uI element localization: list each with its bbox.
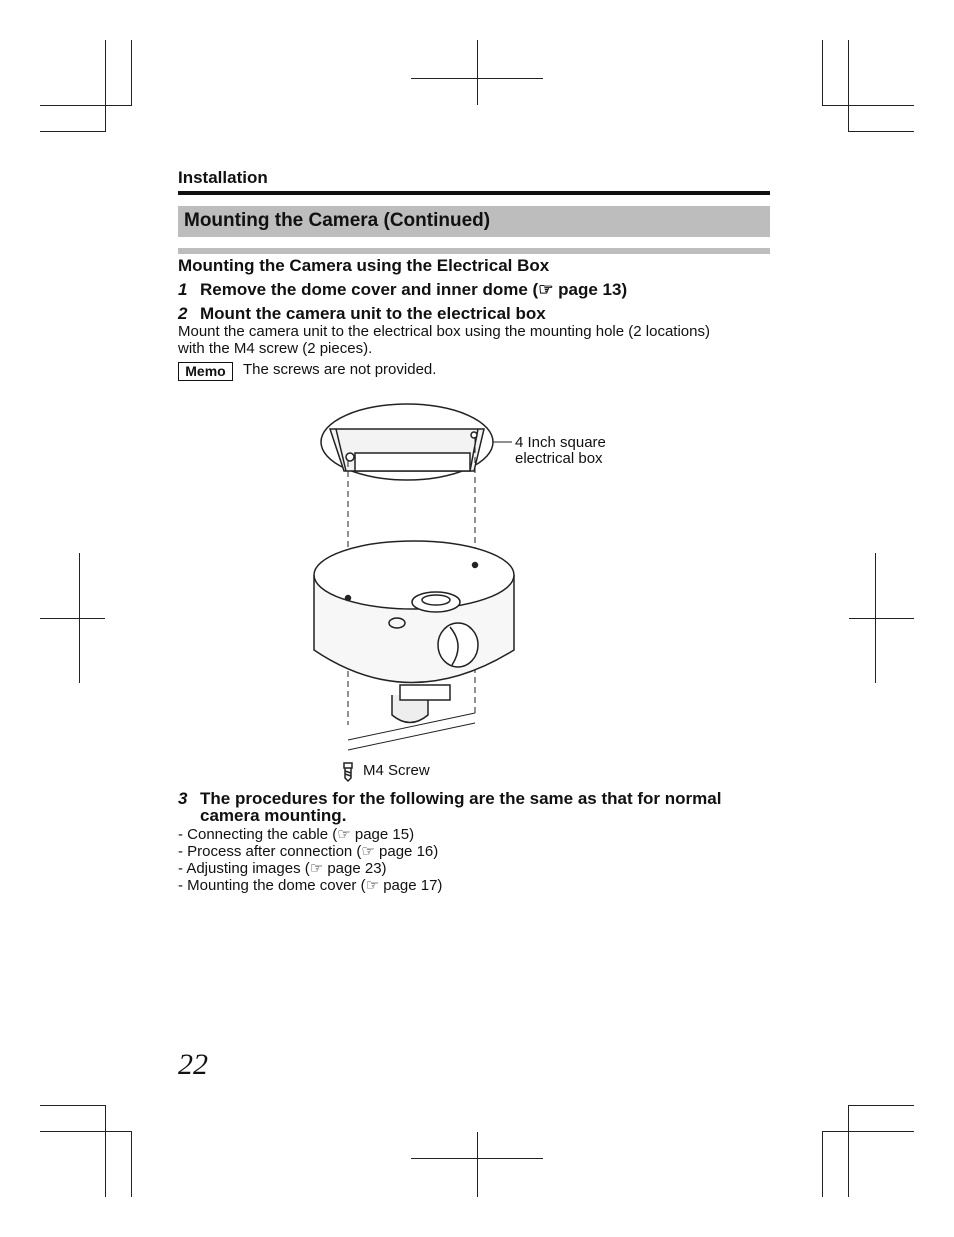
step-3: [178, 790, 778, 824]
step-number: 2: [178, 304, 188, 323]
m4-screw-label: M4 Screw: [363, 762, 430, 779]
step-number: 1: [178, 280, 188, 299]
body-line: with the M4 screw (2 pieces).: [178, 340, 373, 357]
step-text: Remove the dome cover and inner dome (☞ page 13): [200, 280, 628, 299]
crop-mark: [105, 40, 106, 132]
crop-mark: [875, 553, 876, 683]
crop-mark: [131, 40, 132, 105]
memo-text: The screws are not provided.: [243, 361, 437, 378]
step-2-body: [178, 323, 770, 357]
step-text: Mount the camera unit to the electrical box: [200, 304, 546, 323]
body-line: Mount the camera unit to the electrical box using the mounting hole (2 locations): [178, 323, 710, 340]
crop-mark: [477, 1132, 478, 1197]
crop-mark: [131, 1131, 132, 1197]
section-label: Installation: [178, 168, 268, 187]
crop-mark: [40, 618, 105, 619]
crop-mark: [40, 105, 132, 106]
list-item: - Connecting the cable (☞ page 15): [178, 826, 415, 843]
subheading: Mounting the Camera using the Electrical Box: [178, 256, 550, 275]
list-item: - Mounting the dome cover (☞ page 17): [178, 877, 443, 894]
crop-mark: [822, 105, 914, 106]
list-item: - Process after connection (☞ page 16): [178, 843, 439, 860]
page-title: Mounting the Camera (Continued): [178, 206, 770, 237]
crop-mark: [477, 40, 478, 105]
step-2: [178, 304, 546, 324]
crop-mark: [849, 618, 914, 619]
label-line: 4 Inch square: [515, 434, 606, 451]
crop-mark: [822, 1131, 914, 1132]
crop-mark: [822, 1131, 823, 1197]
memo-badge: Memo: [178, 362, 233, 381]
crop-mark: [40, 1105, 105, 1106]
step-number: 3: [178, 789, 188, 808]
procedure-list: [178, 826, 442, 894]
crop-mark: [40, 131, 105, 132]
crop-mark: [848, 40, 849, 132]
crop-mark: [79, 553, 80, 683]
crop-mark: [105, 1105, 106, 1197]
screw-icon: [344, 763, 352, 781]
list-item: - Adjusting images (☞ page 23): [178, 860, 387, 877]
header-rule: [178, 191, 770, 195]
step-text: The procedures for the following are the same as that for normal camera mounting.: [200, 789, 722, 825]
crop-mark: [40, 1131, 132, 1132]
crop-mark: [848, 1105, 849, 1197]
banner-underline: [178, 248, 770, 254]
label-line: electrical box: [515, 450, 603, 467]
crop-mark: [822, 40, 823, 105]
electrical-box-label: [515, 435, 606, 467]
page-number: 22: [178, 1048, 208, 1081]
crop-mark: [848, 131, 914, 132]
crop-mark: [848, 1105, 914, 1106]
step-1: [178, 280, 627, 300]
